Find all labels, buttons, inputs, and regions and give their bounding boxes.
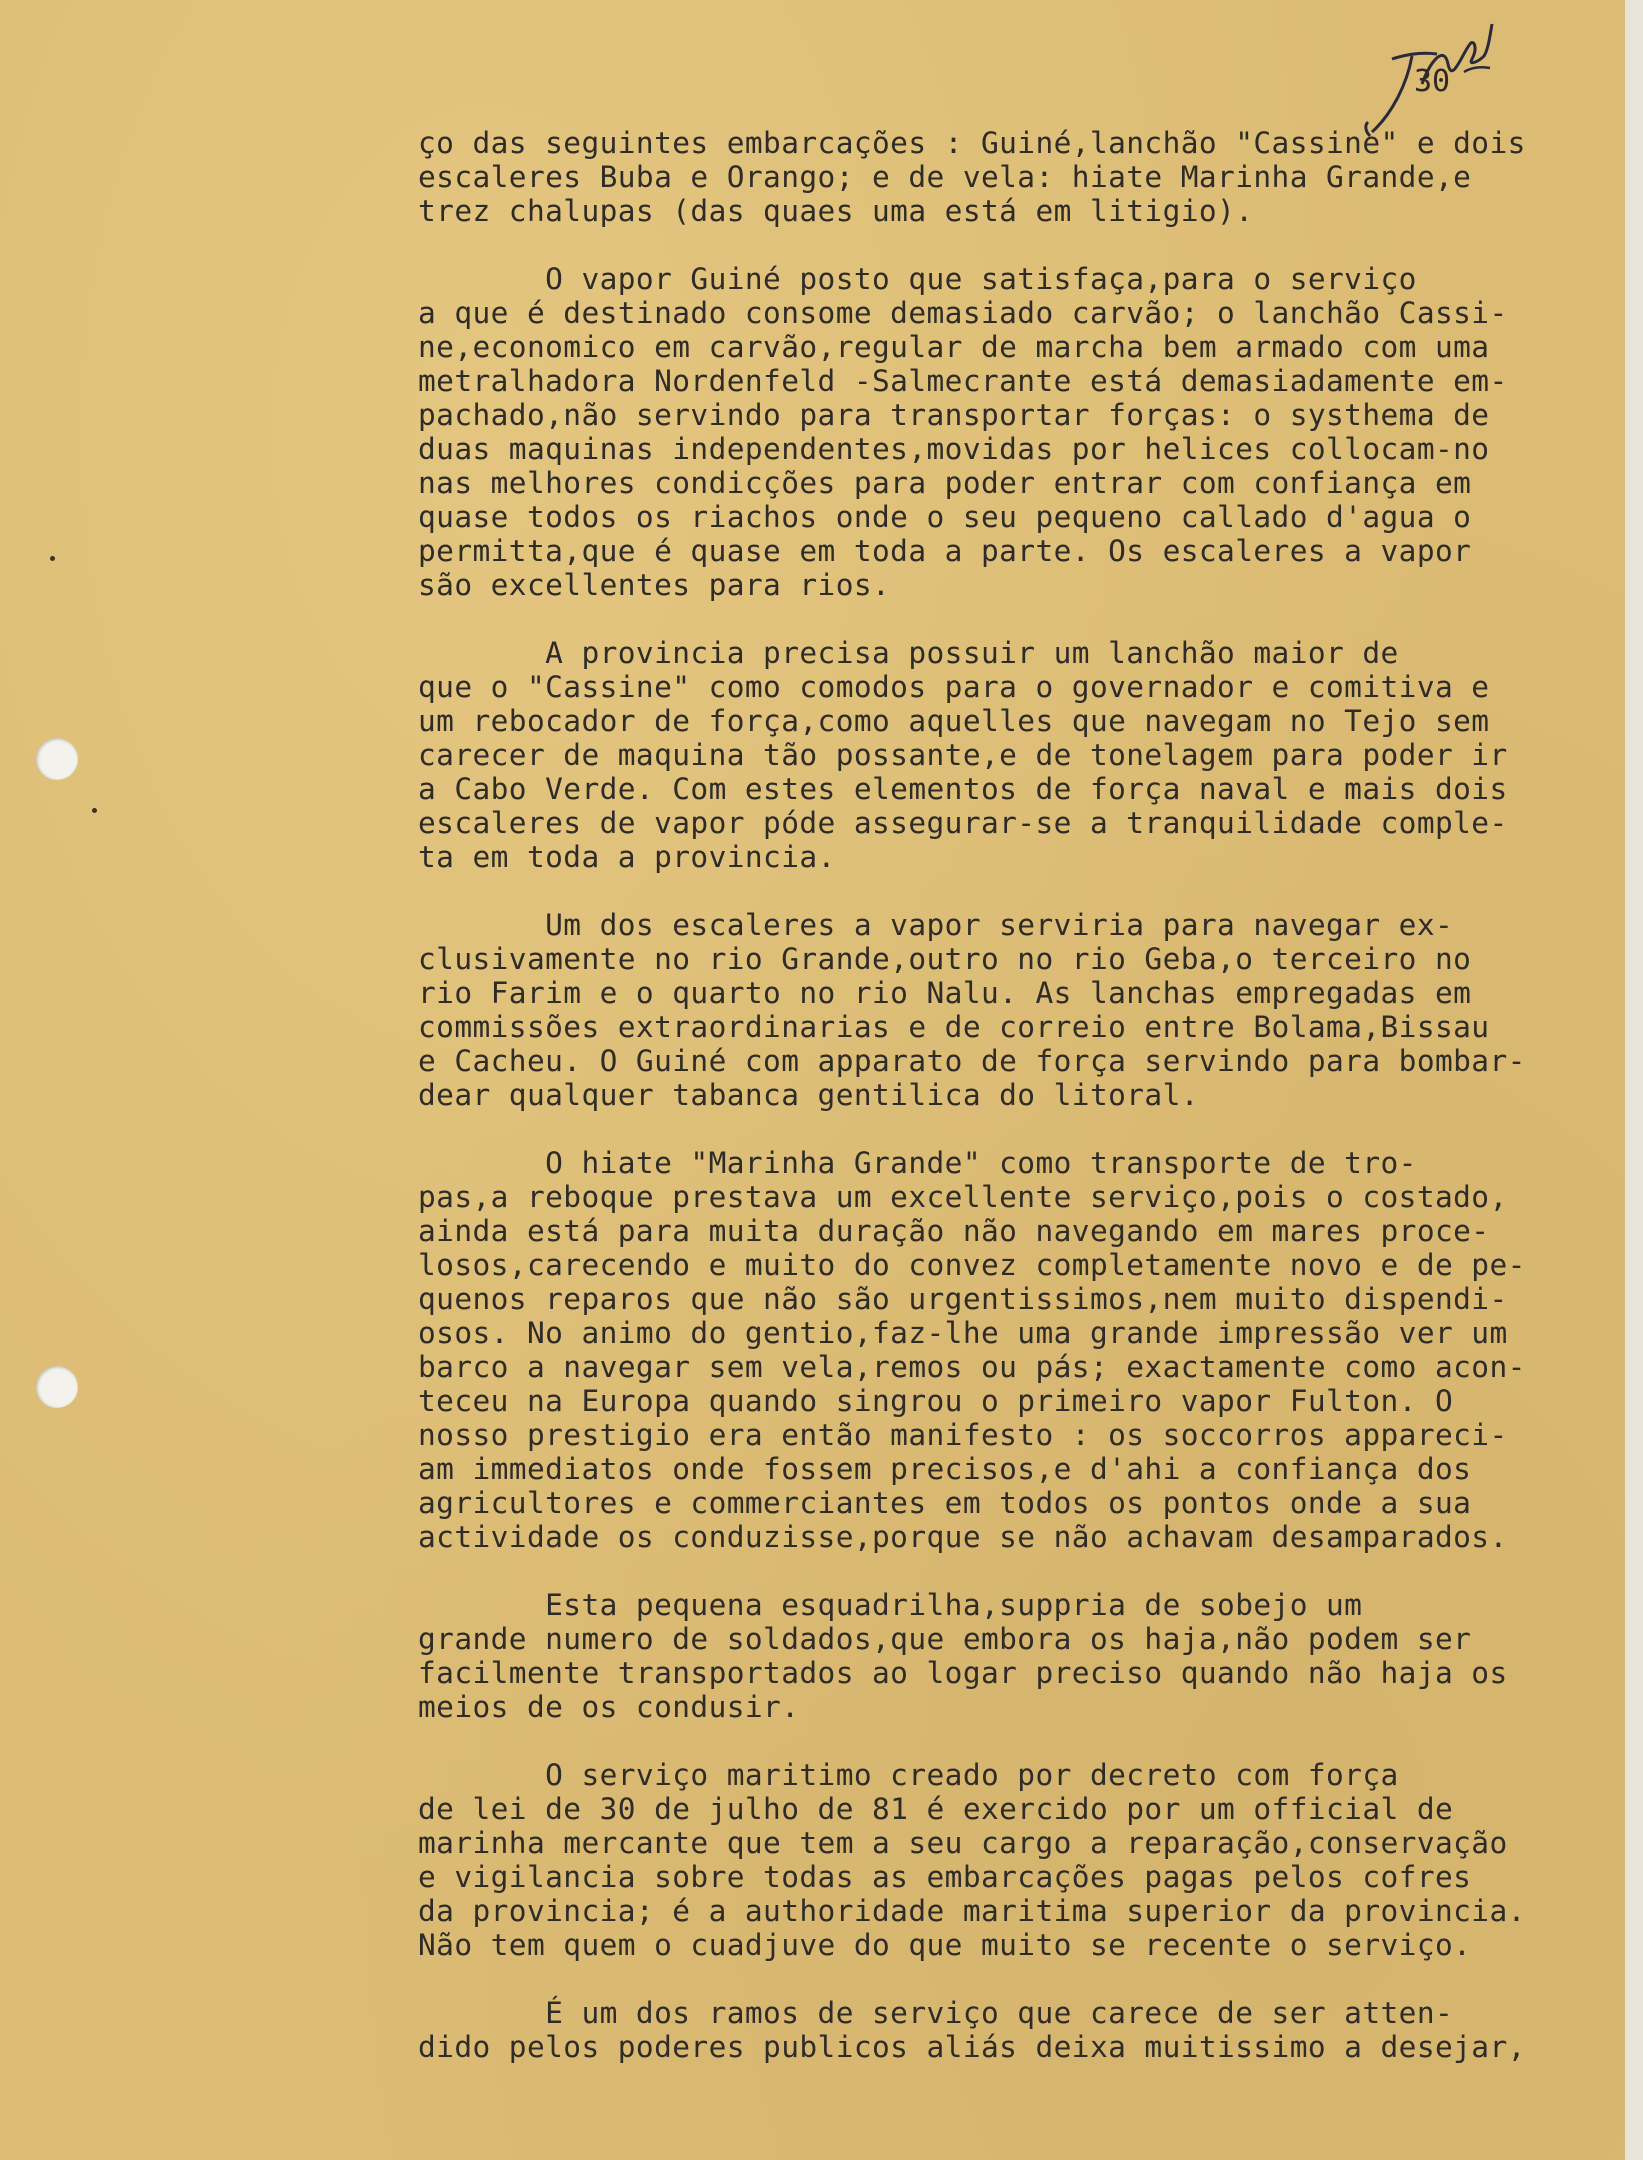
text-line: A provincia precisa possuir um lanchão maior de	[418, 636, 1399, 670]
text-line: Esta pequena esquadrilha,suppria de sobejo um	[418, 1588, 1363, 1622]
text-line: meios de os condusir.	[418, 1690, 800, 1724]
text-line: O hiate "Marinha Grande" como transporte de tro-	[418, 1146, 1417, 1180]
paragraph-gap	[418, 1962, 1633, 1996]
text-line: duas maquinas independentes,movidas por helices collocam-no	[418, 432, 1490, 466]
text-line: permitta,que é quase em toda a parte. Os escaleres a vapor	[418, 534, 1472, 568]
text-line: que o "Cassine" como comodos para o governador e comitiva e	[418, 670, 1490, 704]
text-line: da provincia; é a authoridade maritima superior da provincia.	[418, 1894, 1526, 1928]
text-line: ne,economico em carvão,regular de marcha bem armado com uma	[418, 330, 1490, 364]
text-line: ta em toda a provincia.	[418, 840, 836, 874]
text-line: a Cabo Verde. Com estes elementos de força naval e mais dois	[418, 772, 1508, 806]
text-line: ainda está para muita duração não navegando em mares proce-	[418, 1214, 1490, 1248]
text-line: nas melhores condicções para poder entrar com confiança em	[418, 466, 1472, 500]
paragraph-gap	[418, 1554, 1633, 1588]
typed-body-text	[418, 126, 1633, 2064]
paper-fleck	[50, 556, 55, 561]
text-line: O serviço maritimo creado por decreto com força	[418, 1758, 1399, 1792]
text-line: trez chalupas (das quaes uma está em litigio).	[418, 194, 1254, 228]
text-line: losos,carecendo e muito do convez completamente novo e de pe-	[418, 1248, 1526, 1282]
paragraph-gap	[418, 228, 1633, 262]
text-line: são excellentes para rios.	[418, 568, 891, 602]
text-line: nosso prestigio era então manifesto : os soccorros appareci-	[418, 1418, 1508, 1452]
text-line: clusivamente no rio Grande,outro no rio Geba,o terceiro no	[418, 942, 1472, 976]
text-line: osos. No animo do gentio,faz-lhe uma grande impressão ver um	[418, 1316, 1508, 1350]
text-line: É um dos ramos de serviço que carece de ser atten-	[418, 1996, 1454, 2030]
text-line: agricultores e commerciantes em todos os pontos onde a sua	[418, 1486, 1472, 1520]
text-line: facilmente transportados ao logar preciso quando não haja os	[418, 1656, 1508, 1690]
text-line: e Cacheu. O Guiné com apparato de força servindo para bombar-	[418, 1044, 1526, 1078]
paragraph-gap	[418, 1112, 1633, 1146]
text-line: rio Farim e o quarto no rio Nalu. As lanchas empregadas em	[418, 976, 1472, 1010]
text-line: quenos reparos que não são urgentissimos,nem muito dispendi-	[418, 1282, 1508, 1316]
text-line: dear qualquer tabanca gentilica do litoral.	[418, 1078, 1199, 1112]
text-line: am immediatos onde fossem precisos,e d'ahi a confiança dos	[418, 1452, 1472, 1486]
text-line: e vigilancia sobre todas as embarcações pagas pelos cofres	[418, 1860, 1472, 1894]
paragraph-gap	[418, 874, 1633, 908]
text-line: Não tem quem o cuadjuve do que muito se recente o serviço.	[418, 1928, 1472, 1962]
text-line: escaleres de vapor póde assegurar-se a tranquilidade comple-	[418, 806, 1508, 840]
paragraph-gap	[418, 602, 1633, 636]
text-line: de lei de 30 de julho de 81 é exercido por um official de	[418, 1792, 1454, 1826]
text-line: Um dos escaleres a vapor serviria para navegar ex-	[418, 908, 1454, 942]
text-line: marinha mercante que tem a seu cargo a reparação,conservação	[418, 1826, 1508, 1860]
text-line: teceu na Europa quando singrou o primeiro vapor Fulton. O	[418, 1384, 1454, 1418]
punch-hole-top	[36, 738, 78, 780]
text-line: commissões extraordinarias e de correio entre Bolama,Bissau	[418, 1010, 1490, 1044]
text-line: grande numero de soldados,que embora os haja,não podem ser	[418, 1622, 1472, 1656]
text-line: dido pelos poderes publicos aliás deixa muitissimo a desejar,	[418, 2030, 1526, 2064]
text-line: actividade os conduzisse,porque se não achavam desamparados.	[418, 1520, 1508, 1554]
text-line: pas,a reboque prestava um excellente serviço,pois o costado,	[418, 1180, 1508, 1214]
text-line: metralhadora Nordenfeld -Salmecrante está demasiadamente em-	[418, 364, 1508, 398]
text-line: um rebocador de força,como aquelles que navegam no Tejo sem	[418, 704, 1490, 738]
text-line: ço das seguintes embarcações : Guiné,lanchão "Cassine" e dois	[418, 126, 1526, 160]
text-line: O vapor Guiné posto que satisfaça,para o serviço	[418, 262, 1417, 296]
text-line: pachado,não servindo para transportar forças: o systhema de	[418, 398, 1490, 432]
scan-background-edge	[1625, 0, 1643, 2160]
text-line: escaleres Buba e Orango; e de vela: hiate Marinha Grande,e	[418, 160, 1472, 194]
text-line: barco a navegar sem vela,remos ou pás; exactamente como acon-	[418, 1350, 1526, 1384]
text-line: a que é destinado consome demasiado carvão; o lanchão Cassi-	[418, 296, 1508, 330]
paragraph-gap	[418, 1724, 1633, 1758]
page-number: 30	[1414, 64, 1451, 99]
text-line: carecer de maquina tão possante,e de tonelagem para poder ir	[418, 738, 1508, 772]
text-line: quase todos os riachos onde o seu pequeno callado d'agua o	[418, 500, 1472, 534]
punch-hole-bottom	[36, 1366, 78, 1408]
paper-fleck	[92, 808, 97, 813]
